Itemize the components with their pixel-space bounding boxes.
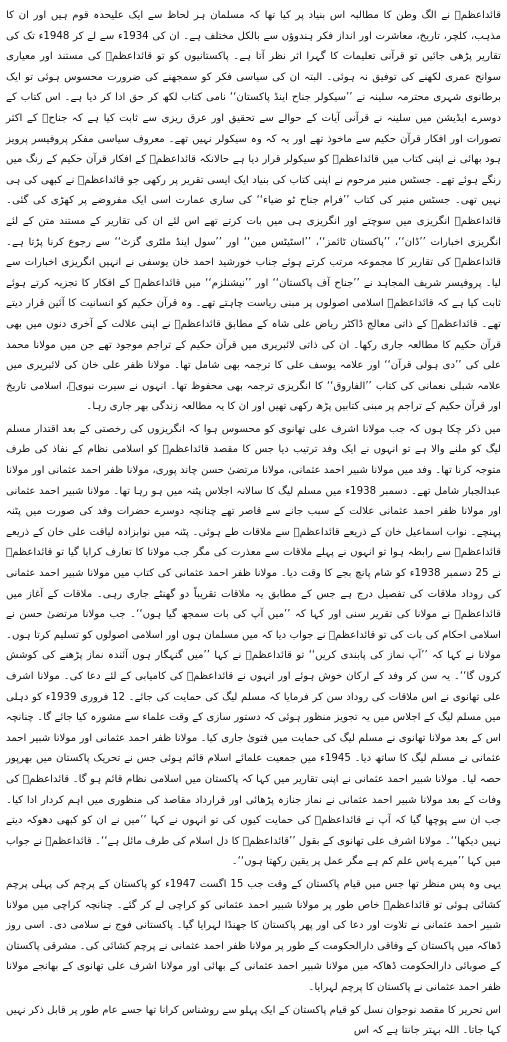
- article-paragraph-3: یہی وہ پس منظر تھا جس میں قیام پاکستان کے وقت جب 15 اگست 1947ء کو پاکستان کے پرچم کی پہلی پرچم کشائی ہوئی تو قائداعظمؒ خاص طور پر مولانا شبیر احمد عثمانی کو کراچی لے کر گئے۔ چنانچہ کراچی میں مولانا شبیر احمد عثمانی نے تلاوت اور دعا کی اور پھر پاکستان کا جھنڈا لہرایا گیا۔ پاکستانی فوج نے سلامی دی۔ اسی روز ڈھاکہ میں پاکستان کے وفاقی دارالحکومت کے طور پر مولانا ظفر احمد عثمانی نے پرچم کشائی کی۔ مشرقی پاکستان کے صوبائی دارالحکومت ڈھاکہ میں مولانا شبیر احمد عثمانی کے بھائی اور مولانا اشرف علی تھانوی کے بھانجے مولانا ظفر احمد عثمانی نے پاکستان کا پرچم لہرایا۔: [6, 878, 501, 993]
- article-paragraph-2: میں ذکر چکا ہوں کہ جب مولانا اشرف علی تھانوی کو محسوس ہوا کہ انگریزوں کی رخصتی کے بعد اقتدار مسلم لیگ کو ملنے والا ہے تو انہوں نے ایک وفد ترتیب دیا جس کا مقصد قائداعظمؒ کو اسلامی نظام کے نفاذ کی طرف متوجہ کرنا تھا۔ وفد میں مولانا شبیر احمد عثمانی، مولانا مرتضیٰ حسن چاند پوری، مولانا ظفر احمد عثمانی اور مولانا عبدالجبار شامل تھے۔ دسمبر 1938ء میں مسلم لیگ کا سالانہ اجلاس پٹنہ میں ہو رہا تھا۔ مولانا شبیر احمد عثمانی اور مولانا ظفر احمد عثمانی علالت کے سبب جانے سے قاصر تھے چنانچہ دوسرے حضرات وفد کی صورت میں پٹنہ پہنچے۔ نواب اسماعیل خان کے ذریعے قائداعظمؒ سے ملاقات طے ہوئی۔ پٹنہ میں نوابزادہ لیاقت علی خان کے ذریعے قائداعظمؒ سے رابطہ ہوا تو انہوں نے پہلے ملاقات سے معذرت کی مگر جب مولانا کا تعارف کرایا گیا تو قائداعظمؒ نے 25 دسمبر 1938ء کو شام پانچ بجے کا وقت دیا۔ مولانا ظفر احمد عثمانی کی کتاب میں مولانا شبیر احمد عثمانی کی روداد ملاقات کی تفصیل درج ہے جس کے مطابق یہ ملاقات تقریباً دو گھنٹے جاری رہی۔ ملاقات کے آغاز میں قائداعظمؒ نے مولانا کی تقریر سنی اور کہا کہ ’’میں آپ کی بات سمجھ گیا ہوں‘‘۔ جب مولانا مرتضیٰ حسن نے اسلامی احکام کی بات کی تو قائداعظمؒ نے جواب دیا کہ میں مسلمان ہوں اور اسلامی اصولوں کو تسلیم کرتا ہوں۔ مولانا نے کہا کہ ’’آپ نماز کی پابندی کریں‘‘ تو قائداعظمؒ نے کہا ’’میں گنہگار ہوں آئندہ نماز پڑھنے کی کوشش کروں گا‘‘۔ یہ سن کر وفد کے ارکان خوش ہوئے اور انہوں نے قائداعظمؒ کی کامیابی کے لئے دعا کی۔ مولانا اشرف علی تھانوی نے اس ملاقات کی روداد سن کر فرمایا کہ مسلم لیگ کی حمایت کی جائے۔ 12 فروری 1939ء کو دہلی میں مسلم لیگ کے اجلاس میں یہ تجویز منظور ہوئی کہ دستور سازی کے وقت علماء سے مشورہ کیا جائے گا۔ چنانچہ اس کے بعد مولانا تھانوی نے مسلم لیگ کی حمایت میں فتویٰ جاری کیا۔ مولانا ظفر احمد عثمانی اور مولانا شبیر احمد عثمانی نے مسلم لیگ کا ساتھ دیا۔ 1945ء میں جمعیت علمائے اسلام قائم ہوئی جس نے تحریک پاکستان میں بھرپور حصہ لیا۔ مولانا شبیر احمد عثمانی نے اپنی تقاریر میں کہا کہ پاکستان میں اسلامی نظام قائم ہو گا۔ قائداعظمؒ کی وفات کے بعد مولانا شبیر احمد عثمانی نے نماز جنازہ پڑھائی اور قرارداد مقاصد کی منظوری میں اہم کردار ادا کیا۔ جب ان سے پوچھا گیا کہ آپ نے قائداعظمؒ کی حمایت کیوں کی تو انہوں نے کہا ’’میں نے ان کو کبھی دھوکہ دیتے نہیں دیکھا‘‘۔ مولانا اشرف علی تھانوی کے بقول ’’قائداعظمؒ کا دل اسلام کی طرف مائل ہے‘‘۔ قائداعظمؒ نے جواب میں کہا ’’میرے پاس علم کم ہے مگر عمل پر یقین رکھتا ہوں‘‘۔: [6, 423, 502, 868]
- article-paragraph-4: اس تحریر کا مقصد نوجوان نسل کو قیام پاکستان کے ایک پہلو سے روشناس کرانا تھا جسے عام طور پر قابل ذکر نہیں کہا جاتا۔ اللہ بہتر جانتا ہے کہ اس: [6, 1004, 501, 1037]
- article-paragraph-1: قائداعظمؒ نے الگ وطن کا مطالبہ اس بنیاد پر کیا تھا کہ مسلمان ہر لحاظ سے ایک علیحدہ قوم ہیں اور ان کا مذہب، کلچر، تاریخ، معاشرت اور انداز فکر ہندوؤں سے بالکل مختلف ہے۔ ان کی 1934ء سے لے کر 1948ء تک کی تقاریر پڑھی جائیں تو قرآنی تعلیمات کا گہرا اثر نظر آتا ہے۔ پاکستانیوں کو تو قائداعظمؒ کی مستند اور معیاری سوانح عمری لکھنے کی توفیق نہ ہوئی۔ البتہ ان کی سیاسی فکر کو سمجھنے کی ضرورت محسوس ہوئی تو ایک برطانوی شہری محترمہ سلینہ نے ’’سیکولر جناح اینڈ پاکستان‘‘ نامی کتاب لکھ کر حق ادا کر دیا ہے۔ اس کتاب کے دوسرے ایڈیشن میں سلینہ نے قرآنی آیات کے حوالے سے تحقیق اور عرق ریزی سے ثابت کیا ہے کہ جناحؒ کے اکثر تصورات اور افکار قرآن حکیم سے ماخوذ تھے اور یہ کہ وہ سیکولر نہیں تھے۔ معروف سیاسی مفکر پروفیسر پرویز ہود بھائی نے اپنی کتاب میں قائداعظمؒ کو سیکولر قرار دیا ہے حالانکہ قائداعظمؒ کے افکار قرآن حکیم کے رنگ میں رنگے ہوئے تھے۔ جسٹس منیر مرحوم نے اپنی کتاب کی بنیاد ایک ایسی تقریر پر رکھی جو قائداعظمؒ نے کبھی کی ہی نہیں تھی۔ جسٹس منیر کی کتاب ’’فرام جناح ٹو ضیاء‘‘ کی ساری عمارت اسی ایک مفروضے پر کھڑی کی گئی۔ قائداعظمؒ انگریزی میں سوچتے اور انگریزی ہی میں بات کرتے تھے اس لئے ان کی تقاریر کے مستند متن کے لئے انگریزی اخبارات ’’ڈان‘‘، ’’پاکستان ٹائمز‘‘، ’’اسٹیٹس مین‘‘ اور ’’سول اینڈ ملٹری گزٹ‘‘ سے رجوع کرنا پڑتا ہے۔ قائداعظمؒ کی تقاریر کا مجموعہ مرتب کرتے ہوئے جناب خورشید احمد خان یوسفی نے انہیں انگریزی اخبارات سے لیا۔ پروفیسر شریف المجاہد نے ’’جناح آف پاکستان‘‘ اور ’’نیشنلزم‘‘ میں قائداعظمؒ کے افکار کا تجزیہ کرتے ہوئے ثابت کیا ہے کہ قائداعظمؒ اسلامی اصولوں پر مبنی ریاست چاہتے تھے۔ وہ قرآن حکیم کو انسانیت کا آئین قرار دیتے تھے۔ قائداعظمؒ کے ذاتی معالج ڈاکٹر ریاض علی شاہ کے مطابق قائداعظمؒ نے اپنی علالت کے آخری دنوں میں بھی قرآن حکیم کا مطالعہ جاری رکھا۔ ان کی ذاتی لائبریری میں قرآن حکیم کے تراجم موجود تھے جن میں مولانا محمد علی کی ’’دی ہولی قرآن‘‘ اور علامہ یوسف علی کا ترجمہ بھی شامل تھا۔ مولانا ظفر علی خان کی لائبریری میں علامہ شبلی نعمانی کی کتاب ’’الفاروق‘‘ کا انگریزی ترجمہ بھی محفوظ تھا۔ انہوں نے سیرت نبویؐ، اسلامی تاریخ اور قرآن حکیم کے تراجم پر مبنی کتابیں پڑھ رکھی تھیں اور ان کا یہ مطالعہ زندگی بھر جاری رہا۔: [6, 10, 501, 413]
